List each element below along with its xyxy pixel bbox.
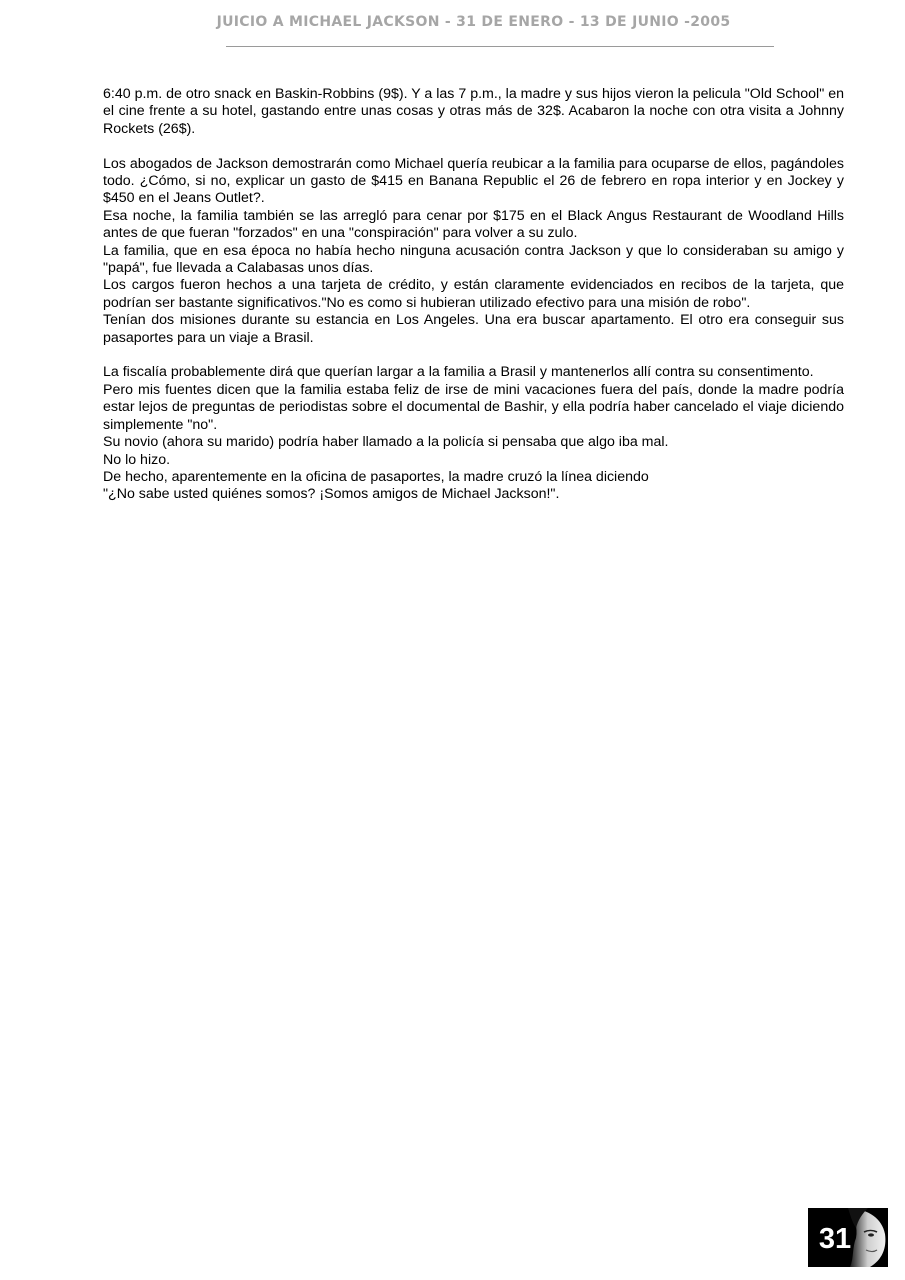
paragraph: Pero mis fuentes dicen que la familia estaba feliz de irse de mini vacaciones fuera del país, donde la madre podría estar lejos de preguntas de periodistas sobre el documental de Bashir, y ella podría haber cancelado el viaje diciendo simplemente "no".: [103, 381, 844, 433]
running-header: [0, 14, 905, 30]
paragraph: Los abogados de Jackson demostrarán como Michael quería reubicar a la familia para ocuparse de ellos, pagándoles todo. ¿Cómo, si no, explicar un gasto de $415 en Banana Republic el 26 de febrero en ropa interior y en Jockey y $450 en el Jeans Outlet?.: [103, 155, 844, 207]
paragraph: Esa noche, la familia también se las arregló para cenar por $175 en el Black Angus Restaurant de Woodland Hills antes de que fueran "forzados" en una "conspiración" para volver a su zulo.: [103, 207, 844, 242]
document-title: JUICIO A MICHAEL JACKSON - 31 DE ENERO - 13 DE JUNIO -2005: [216, 14, 731, 30]
article-body: [103, 86, 844, 504]
paragraph: La fiscalía probablemente dirá que querían largar a la familia a Brasil y mantenerlos allí contra su consentimento.: [103, 364, 814, 381]
page-number: 31: [818, 1223, 852, 1255]
paragraph: Los cargos fueron hechos a una tarjeta de crédito, y están claramente evidenciados en recibos de la tarjeta, que podrían ser bastante significativos."No es como si hubieran utilizado efectivo para una misión de robo".: [103, 277, 844, 311]
paragraph: 6:40 p.m. de otro snack en Baskin-Robbins (9$). Y a las 7 p.m., la madre y sus hijos vieron la pelicula "Old School" en el cine frente a su hotel, gastando entre unas cosas y otras más de 32$. Acabaron la noche con otra visita a Johnny Rockets (26$).: [103, 86, 844, 137]
paragraph: De hecho, aparentemente en la oficina de pasaportes, la madre cruzó la línea diciendo: [103, 468, 649, 485]
header-divider: [226, 46, 774, 47]
paragraph: Tenían dos misiones durante su estancia en Los Angeles. Una era buscar apartamento. El otro era conseguir sus pasaportes para un viaje a Brasil.: [103, 312, 844, 346]
paragraph: Su novio (ahora su marido) podría haber llamado a la policía si pensaba que algo iba mal.: [103, 434, 669, 451]
paragraph: No lo hizo.: [103, 451, 171, 468]
paragraph: La familia, que en esa época no había hecho ninguna acusación contra Jackson y que lo consideraban su amigo y "papá", fue llevada a Calabasas unos días.: [103, 242, 844, 277]
page-number-badge: [808, 1208, 888, 1267]
paragraph: "¿No sabe usted quiénes somos? ¡Somos amigos de Michael Jackson!".: [103, 486, 560, 503]
